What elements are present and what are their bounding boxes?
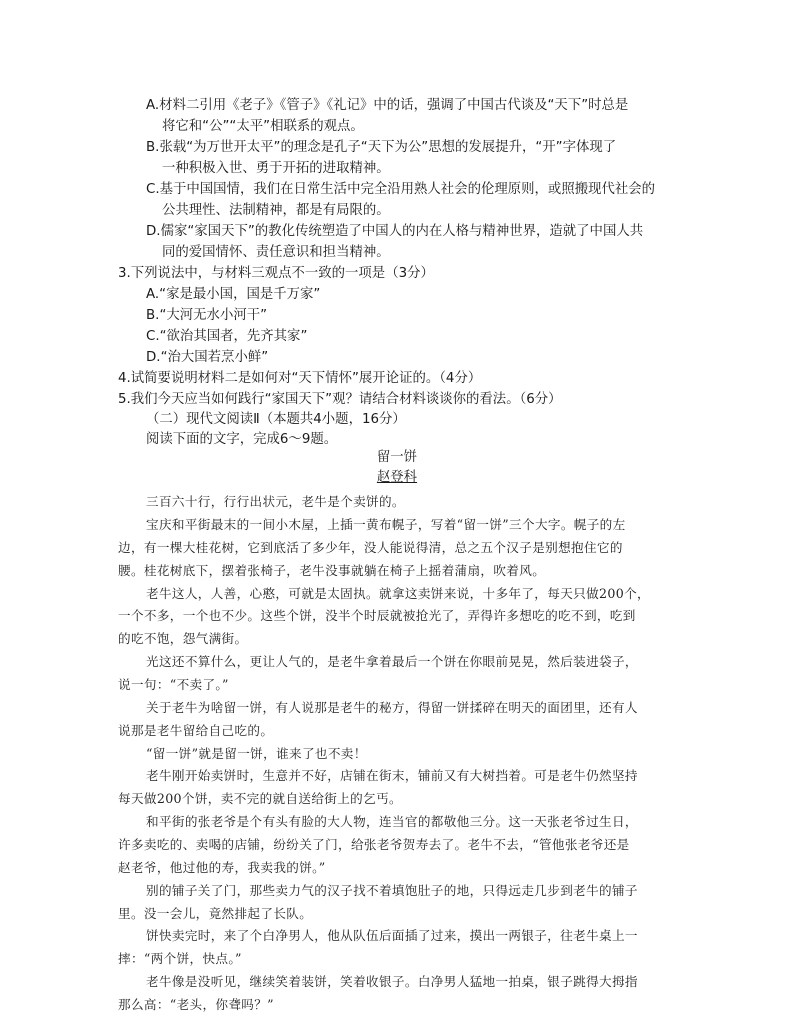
story-line: 说那是老牛留给自己吃的。	[118, 722, 274, 738]
story-line: 一个不多，一个也不少。这些个饼，没半个时辰就被抢光了，弄得许多想吃的吃不到，吃到	[118, 608, 636, 624]
story-line: 和平街的张老爷是个有头有脸的大人物，连当官的都敬他三分。这一天张老爷过生日，	[146, 814, 638, 830]
q5-stem: 5.我们今天应当如何践行“家国天下”观？请结合材料谈谈你的看法。（6分）	[118, 392, 562, 407]
section-heading: （二）现代文阅读Ⅱ（本题共4小题，16分）	[146, 412, 406, 427]
q3-option-d: D.“治大国若烹小鲜”	[146, 350, 269, 365]
story-line: 许多卖吃的、卖喝的店铺，纷纷关了门，给张老爷贺寿去了。老牛不去，“管他张老爷还是	[118, 837, 630, 852]
story-line: “留一饼”就是留一饼，谁来了也不卖！	[146, 745, 367, 761]
q2-option-d-line2: 同的爱国情怀、责任意识和担当精神。	[162, 245, 390, 260]
q4-stem: 4.试简要说明材料二是如何对“天下情怀”展开论证的。（4分）	[118, 371, 482, 386]
story-line: 那么高：“老头，你聋吗？”	[118, 997, 274, 1012]
story-line: 说一句：“不卖了。”	[118, 676, 229, 692]
story-line: 摔：“两个饼，快点。”	[118, 951, 242, 967]
story-line: 老牛这人，人善，心憨，可就是太固执。就拿这卖饼来说，十多年了，每天只做200个，	[146, 585, 651, 601]
q2-option-c-line2: 公共理性、法制精神，都是有局限的。	[162, 203, 390, 218]
story-line: 光这还不算什么，更让人气的，是老牛拿着最后一个饼在你眼前晃晃，然后装进袋子，	[146, 654, 638, 669]
q3-option-b: B.“大河无水小河干”	[146, 308, 268, 323]
q3-option-c: C.“欲治其国者，先齐其家”	[146, 329, 308, 344]
q2-option-a-line2: 将它和“公”“太平”相联系的观点。	[162, 119, 364, 134]
story-line: 饼快卖完时，来了个白净男人，他从队伍后面插了过来，摸出一两银子，往老牛桌上一	[146, 928, 638, 944]
story-line: 关于老牛为啥留一饼，有人说那是老牛的秘方，得留一饼揉碎在明天的面团里，还有人	[146, 699, 638, 715]
q3-stem: 3.下列说法中，与材料三观点不一致的一项是（3分）	[118, 266, 434, 281]
q2-option-c-line1: C.基于中国国情，我们在日常生活中完全沿用熟人社会的伦理原则，或照搬现代社会的	[146, 182, 656, 197]
q3-option-a: A.“家是最小国，国是千万家”	[146, 287, 321, 302]
story-line: 里。没一会儿，竟然排起了长队。	[118, 905, 313, 921]
section-instruction: 阅读下面的文字，完成6～9题。	[146, 432, 338, 447]
story-line: 宝庆和平街最末的一间小木屋，上插一黄布幌子，写着“留一饼”三个大字。幌子的左	[146, 516, 626, 532]
story-line: 的吃不饱，怨气满街。	[118, 631, 248, 647]
story-line: 三百六十行，行行出状元，老牛是个卖饼的。	[146, 494, 405, 509]
q2-option-a-line1: A.材料二引用《老子》《管子》《礼记》中的话，强调了中国古代谈及“天下”时总是	[146, 98, 629, 113]
story-title: 留一饼	[376, 450, 418, 465]
story-line: 老牛刚开始卖饼时，生意并不好，店铺在街末，铺前又有大树挡着。可是老牛仍然坚持	[146, 768, 638, 784]
story-line: 边，有一棵大桂花树，它到底活了多少年，没人能说得清，总之五个汉子是别想抱住它的	[118, 539, 623, 555]
story-line: 每天做200个饼，卖不完的就自送给街上的乞丐。	[118, 791, 402, 807]
story-line: 别的铺子关了门，那些卖力气的汉子找不着填饱肚子的地，只得远走几步到老牛的铺子	[146, 882, 638, 898]
story-line: 老牛像是没听见，继续笑着装饼，笑着收银子。白净男人猛地一拍桌，银子跳得大拇指	[146, 974, 638, 990]
q2-option-d-line1: D.儒家“家国天下”的教化传统塑造了中国人的内在人格与精神世界，造就了中国人共	[146, 224, 644, 239]
story-line: 赵老爷，他过他的寿，我卖我的饼。”	[118, 859, 326, 875]
q2-option-b-line1: B.张载“为万世开太平”的理念是孔子“天下为公”思想的发展提升，“开”字体现了	[146, 140, 617, 155]
story-line: 腰。桂花树底下，摆着张椅子，老牛没事就躺在椅子上摇着蒲扇，吹着风。	[118, 562, 546, 578]
q2-option-b-line2: 一种积极入世、勇于开拓的进取精神。	[162, 161, 390, 176]
story-author: 赵登科	[376, 470, 418, 485]
